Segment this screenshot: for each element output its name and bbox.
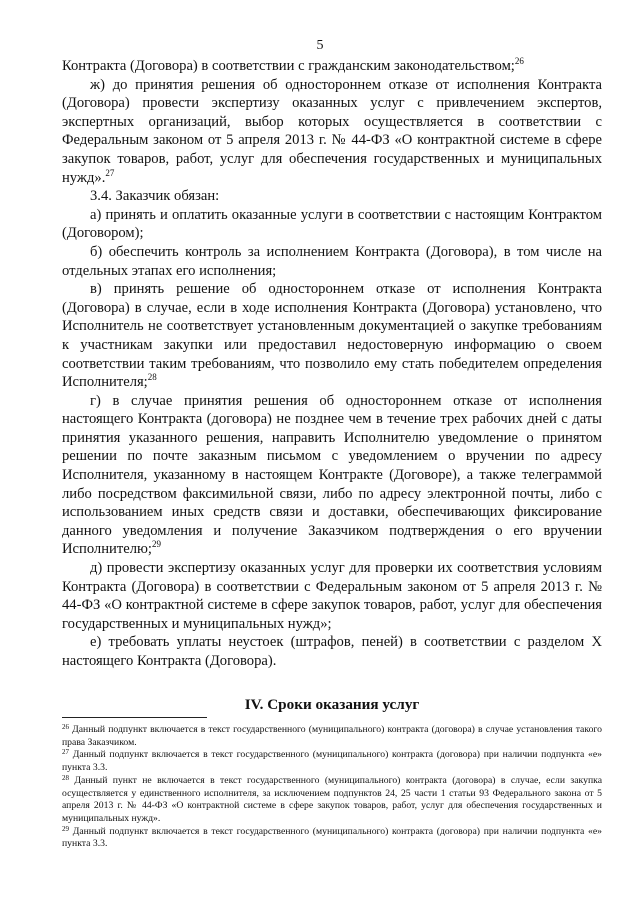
paragraph: е) требовать уплаты неустоек (штрафов, пеней) в соответствии с разделом X настоящего Контракта (Договора).	[62, 634, 602, 669]
paragraph: г) в случае принятия решения об одностороннем отказе от исполнения настоящего Контракта (договора) не позднее чем в течение трех рабочих дней с даты принятия указанного решения, направить Исполнителю уведомление о принятом решении по почте заказным письмом с уведомлением о вручении по адресу Исполнителя, указанному в настоящем Контракте (Договоре), а также телеграммой либо посредством факсимильной связи, либо по адресу электронной почты, либо с использованием иных средств связи и доставки, обеспечивающих фиксирование данного уведомления и получение Заказчиком подтверждения о его вручении Исполнителю;$^{29}$	[62, 392, 602, 558]
paragraph: в) принять решение об одностороннем отказе от исполнения Контракта (Договора) в случае, если в ходе исполнения Контракта (Договора) установлено, что Исполнитель не соответствует установленным документацией о закупке требованиям к участникам закупки или предоставил недостоверную информацию о своем соответствии таким требованиям, что позволило ему стать победителем определения Исполнителя;$^{28}$	[62, 281, 602, 391]
footnote: $^{29}$ Данный подпункт включается в текст государственного (муниципального) контракта (договора) при наличии подпункта «е» пункта 3.3.	[62, 824, 603, 850]
paragraph: 3.4. Заказчик обязан:	[90, 188, 220, 205]
footnote-number: 29	[62, 824, 69, 833]
footnote-number: 26	[62, 723, 69, 731]
document-body	[62, 57, 602, 715]
footnote-ref: 28	[147, 372, 157, 383]
footnote-ref: 29	[151, 539, 161, 550]
footnote-separator	[62, 717, 207, 718]
footnote: $^{28}$ Данный пункт не включается в текст государственного (муниципального) контракта (договора) в случае, если закупка осуществляется у единственного исполнителя, за исключением подпунктов 24, 25 части 1 статьи 93 Федерального закона от 5 апреля 2013 г. № 44-ФЗ «О контрактной системе в сфере закупок товаров, работ, услуг для обеспечения государственных и муниципальных нужд».	[62, 773, 602, 824]
paragraph: ж) до принятия решения об одностороннем отказе от исполнения Контракта (Договора) провести экспертизу оказанных услуг с привлечением экспертов, экспертных организаций, выбор которых осуществляется в соответствии с Федеральным законом от 5 апреля 2013 г. № 44-ФЗ «О контрактной системе в сфере закупок товаров, работ, услуг для обеспечения государственных и муниципальных нужд».$^{27}$	[62, 76, 602, 186]
paragraph: а) принять и оплатить оказанные услуги в соответствии с настоящим Контрактом (Договором);	[62, 206, 602, 242]
page-number: 5	[316, 38, 324, 53]
footnote-number: 27	[62, 748, 69, 757]
paragraph: б) обеспечить контроль за исполнением Контракта (Договора), в том числе на отдельных этапах его исполнения;	[62, 243, 602, 279]
footnote: $^{27}$ Данный подпункт включается в текст государственного (муниципального) контракта (договора) при наличии подпункта «е» пункта 3.3.	[62, 748, 603, 774]
footnote-ref: 27	[105, 167, 115, 178]
footnote: $^{26}$ Данный подпункт включается в текст государственного (муниципального) контракта (договора) в случае установления такого права Заказчиком.	[62, 723, 602, 748]
footnotes	[62, 724, 602, 851]
footnote-ref: 26	[514, 56, 524, 66]
footnote-number: 28	[62, 773, 69, 782]
paragraph: д) провести экспертизу оказанных услуг для проверки их соответствия условиям Контракта (Договора) в соответствии с Федеральным законом от 5 апреля 2013 г. № 44-ФЗ «О контрактной системе в сфере закупок товаров, работ, услуг для обеспечения государственных и муниципальных нужд»;	[62, 560, 602, 632]
paragraph: Контракта (Договора) в соответствии с гражданским законодательством;$^{26}$	[62, 56, 524, 74]
section-heading: IV. Сроки оказания услуг	[244, 695, 420, 713]
